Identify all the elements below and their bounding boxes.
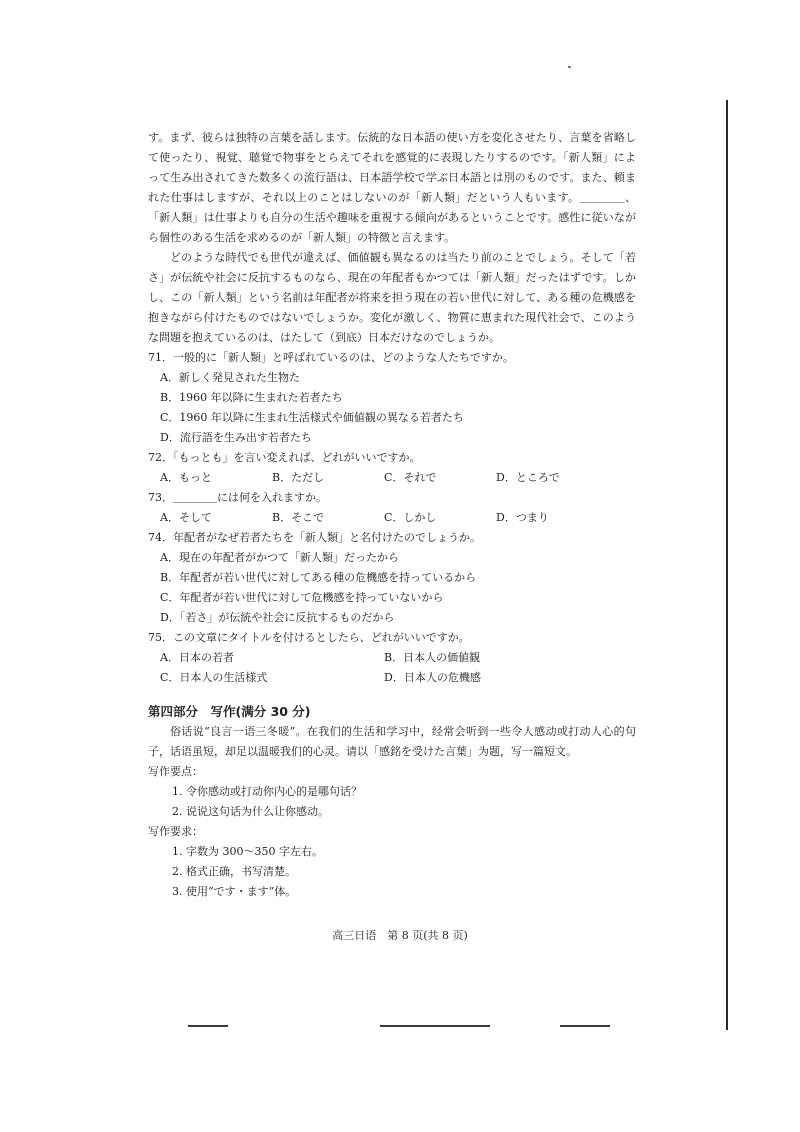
question-73 xyxy=(148,488,636,528)
option-c: C．年配者が若い世代に対して危機感を持っていないから xyxy=(160,591,444,604)
scan-speck xyxy=(568,66,571,68)
question-stem: 74．年配者がなぜ若者たちを「新人類」と名付けたのでしょうか。 xyxy=(148,531,481,544)
writing-requirements-label: 写作要求： xyxy=(148,825,203,838)
writing-requirement: 1. 字数为 300～350 字左右。 xyxy=(172,845,323,858)
question-72 xyxy=(148,448,636,488)
writing-point: 2. 说说这句话为什么让你感动。 xyxy=(172,805,329,818)
writing-requirement: 2. 格式正确，书写清楚。 xyxy=(172,865,296,878)
option-c: C．1960 年以降に生まれ生活様式や価値観の異なる若者たち xyxy=(160,411,464,424)
section-title: 第四部分 写作(满分 30 分) xyxy=(148,704,311,719)
option-d: D．「若さ」が伝統や社会に反抗するものだから xyxy=(160,611,395,624)
question-stem: 72．「もっとも」を言い変えれば、どれがいいですか。 xyxy=(148,451,421,464)
exam-page-content xyxy=(148,128,636,902)
option-a: A．そして xyxy=(160,511,212,524)
writing-points-label: 写作要点： xyxy=(148,765,203,778)
option-d: D．ところで xyxy=(496,471,560,484)
option-c: C．それで xyxy=(384,471,437,484)
question-stem: 73．＿＿＿＿には何を入れますか。 xyxy=(148,491,327,504)
question-75 xyxy=(148,628,636,688)
writing-requirement: 3. 使用“です・ます”体。 xyxy=(172,885,297,898)
scan-right-edge xyxy=(726,100,728,1030)
question-74 xyxy=(148,528,636,628)
option-b: B．1960 年以降に生まれた若者たち xyxy=(160,391,343,404)
option-c: C．しかし xyxy=(384,511,437,524)
option-d: D．流行語を生み出す若者たち xyxy=(160,431,312,444)
writing-point: 1. 令你感动或打动你内心的是哪句话？ xyxy=(172,785,362,798)
scan-artifact xyxy=(560,1025,610,1027)
page-footer: 高三日语 第 8 页(共 8 页) xyxy=(332,929,468,942)
option-c: C．日本人の生活様式 xyxy=(160,671,268,684)
writing-prompt: 俗话说“良言一语三冬暖”。在我们的生活和学习中，经常会听到一些令人感动或打动人心的句子，话语虽短，却足以温暖我们的心灵。请以「感銘を受けた言葉」为题，写一篇短文。 xyxy=(148,725,636,758)
scan-artifact xyxy=(188,1025,228,1027)
question-stem: 75．この文章にタイトルを付けるとしたら、どれがいいですか。 xyxy=(148,631,470,644)
scan-artifact xyxy=(380,1025,490,1027)
option-b: B．そこで xyxy=(272,511,325,524)
passage-paragraph-1: す。まず、彼らは独特の言葉を話します。伝統的な日本語の使い方を変化させたり、言葉を省略して使ったり、視覚、聴覚で物事をとらえてそれを感覚的に表現したりするのです。「新人類」によって生み出されてきた数多くの流行語は、日本語学校で学ぶ日本語とは別のものです。また、頼まれた仕事はしますが、それ以上のことはしないのが「新人類」だという人もいます。＿＿＿＿、「新人類」は仕事よりも自分の生活や趣味を重視する傾向があるということです。感性に従いながら個性のある生活を求めるのが「新人類」の特徴と言えます。 xyxy=(148,131,636,244)
passage-paragraph-2: どのような時代でも世代が違えば、価値観も異なるのは当たり前のことでしょう。そして「若さ」が伝統や社会に反抗するものなら、現在の年配者もかつては「新人類」だったはずです。しかし、この「新人類」という名前は年配者が将来を担う現在の若い世代に対して、ある種の危機感を抱きながら付けたものではないでしょうか。変化が激しく、物質に恵まれた現代社会で、このような問題を抱えているのは、はたして（到底）日本だけなのでしょうか。 xyxy=(148,251,636,344)
question-71 xyxy=(148,348,636,448)
option-d: D．つまり xyxy=(496,511,549,524)
option-b: B．ただし xyxy=(272,471,325,484)
option-a: A．もっと xyxy=(160,471,212,484)
option-d: D．日本人の危機感 xyxy=(384,671,481,684)
option-a: A．現在の年配者がかつて「新人類」だったから xyxy=(160,551,399,564)
question-stem: 71．一般的に「新人類」と呼ばれているのは、どのような人たちですか。 xyxy=(148,351,514,364)
option-a: A．日本の若者 xyxy=(160,651,234,664)
option-a: A．新しく発見された生物た xyxy=(160,371,300,384)
option-b: B．年配者が若い世代に対してある種の危機感を持っているから xyxy=(160,571,477,584)
option-b: B．日本人の価値観 xyxy=(384,651,481,664)
